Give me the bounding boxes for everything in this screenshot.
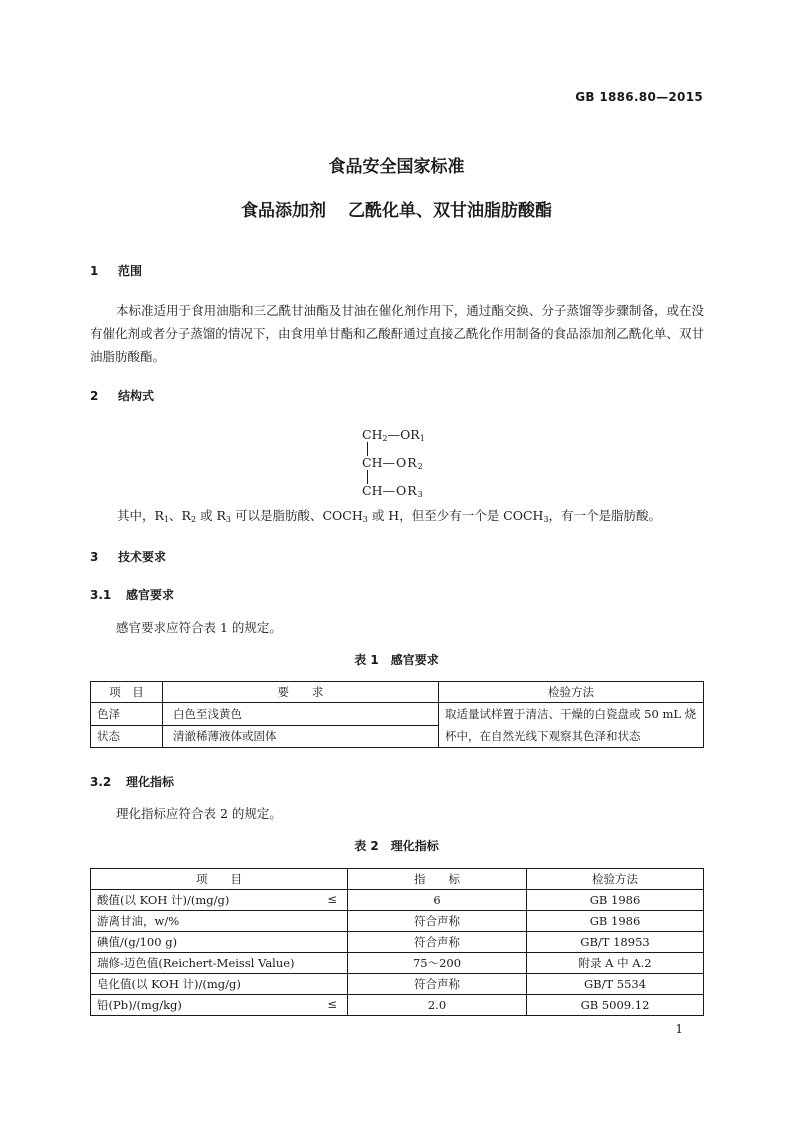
subtitle-part2: 乙酰化单、双甘油脂肪酸酯 bbox=[348, 201, 552, 221]
formula-bond-vertical bbox=[367, 442, 368, 456]
formula-row-3: $CH—OR_3$ bbox=[362, 483, 423, 499]
table-row bbox=[91, 890, 704, 911]
table-cell: 碘值/(g/100 g) bbox=[91, 932, 348, 953]
section-number: 3.1 bbox=[90, 588, 112, 602]
le-symbol: ≤ bbox=[327, 997, 337, 1011]
table-header: 指 标 bbox=[348, 869, 527, 890]
table-cell: GB 1986 bbox=[527, 911, 704, 932]
table-cell: 75～200 bbox=[348, 953, 527, 974]
table-cell-method: 取适量试样置于清洁、干燥的白瓷盘或 50 mL 烧 杯中，在自然光线下观察其色泽和状态 bbox=[439, 703, 704, 748]
formula-explanation: 其中，$R_1$、$R_2$ 或 $R_3$ 可以是脂肪酸、$COCH_3$ 或 H，但至少有一个是 $COCH_3$，有一个是脂肪酸。 bbox=[117, 508, 662, 524]
section-number: 3 bbox=[90, 550, 99, 564]
le-symbol: ≤ bbox=[327, 892, 337, 906]
table-2-caption: 表 2 理化指标 bbox=[354, 839, 439, 853]
section-2-heading bbox=[90, 387, 154, 404]
section-1-heading bbox=[90, 262, 142, 279]
table-cell: 色泽 bbox=[91, 703, 163, 726]
table-cell: 瑞修-迈色值(Reichert-Meissl Value) bbox=[91, 953, 348, 974]
section-3-2-heading bbox=[90, 773, 174, 790]
section-title: 范围 bbox=[118, 264, 143, 278]
table-row bbox=[91, 974, 704, 995]
section-number: 3.2 bbox=[90, 775, 112, 789]
table-cell: GB 5009.12 bbox=[527, 995, 704, 1016]
table-cell: 铅(Pb)/(mg/kg) ≤ bbox=[91, 995, 348, 1016]
table-row bbox=[91, 932, 704, 953]
table-row bbox=[91, 953, 704, 974]
section-3-1-heading bbox=[90, 586, 174, 603]
section-3-1-paragraph: 感官要求应符合表 1 的规定。 bbox=[116, 620, 282, 635]
formula-row-2: $CH—OR_2$ bbox=[362, 455, 423, 471]
table-cell: 2.0 bbox=[348, 995, 527, 1016]
table-header: 要 求 bbox=[163, 682, 439, 703]
table-cell: 白色至浅黄色 bbox=[163, 703, 439, 726]
document-subtitle bbox=[0, 196, 793, 221]
formula-bond-vertical bbox=[367, 470, 368, 484]
table-cell: 符合声称 bbox=[348, 911, 527, 932]
table-2-physicochemical bbox=[90, 868, 704, 1016]
table-cell: 状态 bbox=[91, 725, 163, 748]
document-title: 食品安全国家标准 bbox=[328, 157, 465, 177]
table-header: 项 目 bbox=[91, 869, 348, 890]
structural-formula bbox=[362, 428, 425, 498]
table-cell: 清澈稀薄液体或固体 bbox=[163, 725, 439, 748]
standard-code: GB 1886.80—2015 bbox=[575, 90, 703, 104]
page-number: 1 bbox=[675, 1022, 683, 1036]
formula-row-1: $CH_2—OR_1$ bbox=[362, 427, 425, 443]
table-cell: 游离甘油，w/% bbox=[91, 911, 348, 932]
table-1-sensory bbox=[90, 681, 704, 748]
table-row bbox=[91, 703, 704, 726]
table-cell: 酸值(以 KOH 计)/(mg/g) ≤ bbox=[91, 890, 348, 911]
table-cell: GB/T 5534 bbox=[527, 974, 704, 995]
table-cell: 符合声称 bbox=[348, 932, 527, 953]
table-cell: GB/T 18953 bbox=[527, 932, 704, 953]
table-cell: GB 1986 bbox=[527, 890, 704, 911]
section-3-heading bbox=[90, 548, 166, 565]
table-header: 项 目 bbox=[91, 682, 163, 703]
table-1-caption: 表 1 感官要求 bbox=[354, 653, 439, 667]
section-number: 1 bbox=[90, 264, 99, 278]
table-row bbox=[91, 911, 704, 932]
table-cell: 6 bbox=[348, 890, 527, 911]
section-title: 感官要求 bbox=[126, 588, 175, 602]
section-title: 理化指标 bbox=[126, 775, 175, 789]
subtitle-part1: 食品添加剂 bbox=[241, 201, 326, 221]
table-row bbox=[91, 995, 704, 1016]
section-number: 2 bbox=[90, 389, 99, 403]
table-header: 检验方法 bbox=[439, 682, 704, 703]
section-title: 技术要求 bbox=[118, 550, 167, 564]
section-3-2-paragraph: 理化指标应符合表 2 的规定。 bbox=[116, 806, 282, 821]
table-header: 检验方法 bbox=[527, 869, 704, 890]
table-cell: 附录 A 中 A.2 bbox=[527, 953, 704, 974]
table-cell: 皂化值(以 KOH 计)/(mg/g) bbox=[91, 974, 348, 995]
table-cell: 符合声称 bbox=[348, 974, 527, 995]
section-1-paragraph: 本标准适用于食用油脂和三乙酰甘油酯及甘油在催化剂作用下，通过酯交换、分子蒸馏等步骤制备，或在没有催化剂或者分子蒸馏的情况下，由食用单甘酯和乙酸酐通过直接乙酰化作用制备的食品添加剂乙酰化单、双甘油脂肪酸酯。 bbox=[90, 303, 704, 364]
section-title: 结构式 bbox=[118, 389, 155, 403]
